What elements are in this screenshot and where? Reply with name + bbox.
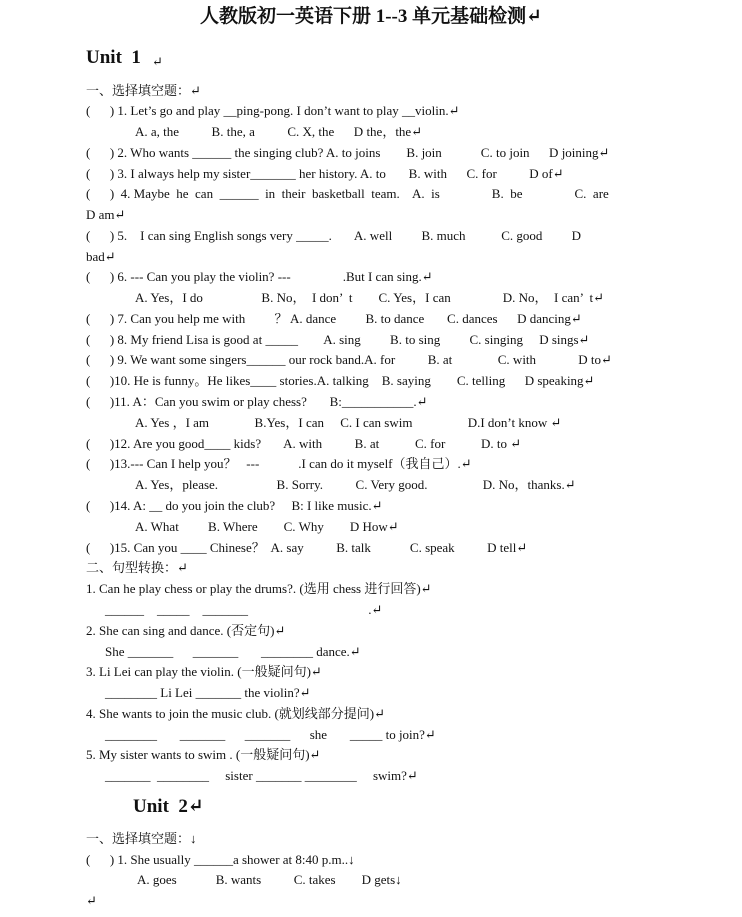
answer-options: A. What B. Where C. Why D How↵ bbox=[135, 519, 399, 534]
unit-1-heading: Unit 1 bbox=[86, 47, 141, 68]
question-line: ( ) 4. Maybe he can ______ in their basketball team. A. is B. be C. are bbox=[86, 186, 609, 201]
paragraph-mark: ↵ bbox=[152, 54, 163, 69]
question-line: ( ) 9. We want some singers______ our rock band.A. for B. at C. with D to↵ bbox=[86, 352, 612, 367]
section-heading-transform: 二、句型转换：↵ bbox=[86, 560, 188, 575]
question-line: ( ) 8. My friend Lisa is good at _____ A. sing B. to sing C. singing D sings↵ bbox=[86, 332, 590, 347]
question-line-cont: D am↵ bbox=[86, 207, 126, 222]
question-line: ( ) 2. Who wants ______ the singing club? A. to joins B. join C. to join D joining↵ bbox=[86, 145, 610, 160]
question-line: ( )15. Can you ____ Chinese？ A. say B. talk C. speak D tell↵ bbox=[86, 540, 528, 555]
question-line: ( ) 1. She usually ______a shower at 8:40 p.m..↓ bbox=[86, 852, 355, 867]
answer-options: A. Yes，please. B. Sorry. C. Very good. D. No，thanks.↵ bbox=[135, 477, 576, 492]
section-heading-choice: 一、选择填空题：↵ bbox=[86, 83, 201, 98]
question-line: ( ) 5. I can sing English songs very _____. A. well B. much C. good D bbox=[86, 228, 582, 243]
question-line: ( )11. A：Can you swim or play chess? B:___________.↵ bbox=[86, 394, 428, 409]
transform-question: 1. Can he play chess or play the drums?. (选用 chess 进行回答)↵ bbox=[86, 581, 432, 596]
answer-blanks: ________ Li Lei _______ the violin?↵ bbox=[105, 685, 311, 700]
transform-question: 4. She wants to join the music club. (就划线部分提问)↵ bbox=[86, 706, 386, 721]
transform-question: 3. Li Lei can play the violin. (一般疑问句)↵ bbox=[86, 664, 322, 679]
question-line: ( )14. A: __ do you join the club? B: I like music.↵ bbox=[86, 498, 383, 513]
transform-question: 5. My sister wants to swim . (一般疑问句)↵ bbox=[86, 747, 321, 762]
question-line-cont: bad↵ bbox=[86, 249, 116, 264]
answer-options: A. Yes，I do B. No， I don’ t C. Yes，I can D. No， I can’ t↵ bbox=[135, 290, 605, 305]
answer-options: A. goes B. wants C. takes D gets↓ bbox=[137, 872, 402, 887]
question-line: ( ) 6. --- Can you play the violin? --- .But I can sing.↵ bbox=[86, 269, 433, 284]
transform-question: 2. She can sing and dance. (否定句)↵ bbox=[86, 623, 286, 638]
unit-2-heading: Unit 2↵ bbox=[133, 796, 204, 817]
page-title: 人教版初一英语下册 1--3 单元基础检测↵ bbox=[199, 6, 543, 27]
section-heading-choice: 一、选择填空题：↓ bbox=[86, 831, 197, 846]
answer-blanks: She _______ _______ ________ dance.↵ bbox=[105, 644, 361, 659]
question-line: ( ) 3. I always help my sister_______ her history. A. to B. with C. for D of↵ bbox=[86, 166, 564, 181]
answer-options: A. a, the B. the, a C. X, the D the，the↵ bbox=[135, 124, 423, 139]
answer-blanks: _______ ________ sister _______ ________ swim?↵ bbox=[105, 768, 418, 783]
question-line: ( )10. He is funny。He likes____ stories.A. talking B. saying C. telling D speaking↵ bbox=[86, 373, 595, 388]
paragraph-mark: ↵ bbox=[86, 893, 97, 908]
question-line: ( ) 7. Can you help me with ？ A. dance B. to dance C. dances D dancing↵ bbox=[86, 311, 582, 326]
answer-blanks: ______ _____ _______ .↵ bbox=[105, 602, 383, 617]
question-line: ( ) 1. Let’s go and play __ping-pong. I don’t want to play __violin.↵ bbox=[86, 103, 460, 118]
answer-blanks: ________ _______ _______ she _____ to join?↵ bbox=[105, 727, 436, 742]
answer-options: A. Yes ，I am B.Yes，I can C. I can swim D.I don’t know ↵ bbox=[135, 415, 562, 430]
question-line: ( )12. Are you good____ kids? A. with B. at C. for D. to ↵ bbox=[86, 436, 522, 451]
question-line: ( )13.--- Can I help you？ --- .I can do it myself（我自己）.↵ bbox=[86, 456, 472, 471]
